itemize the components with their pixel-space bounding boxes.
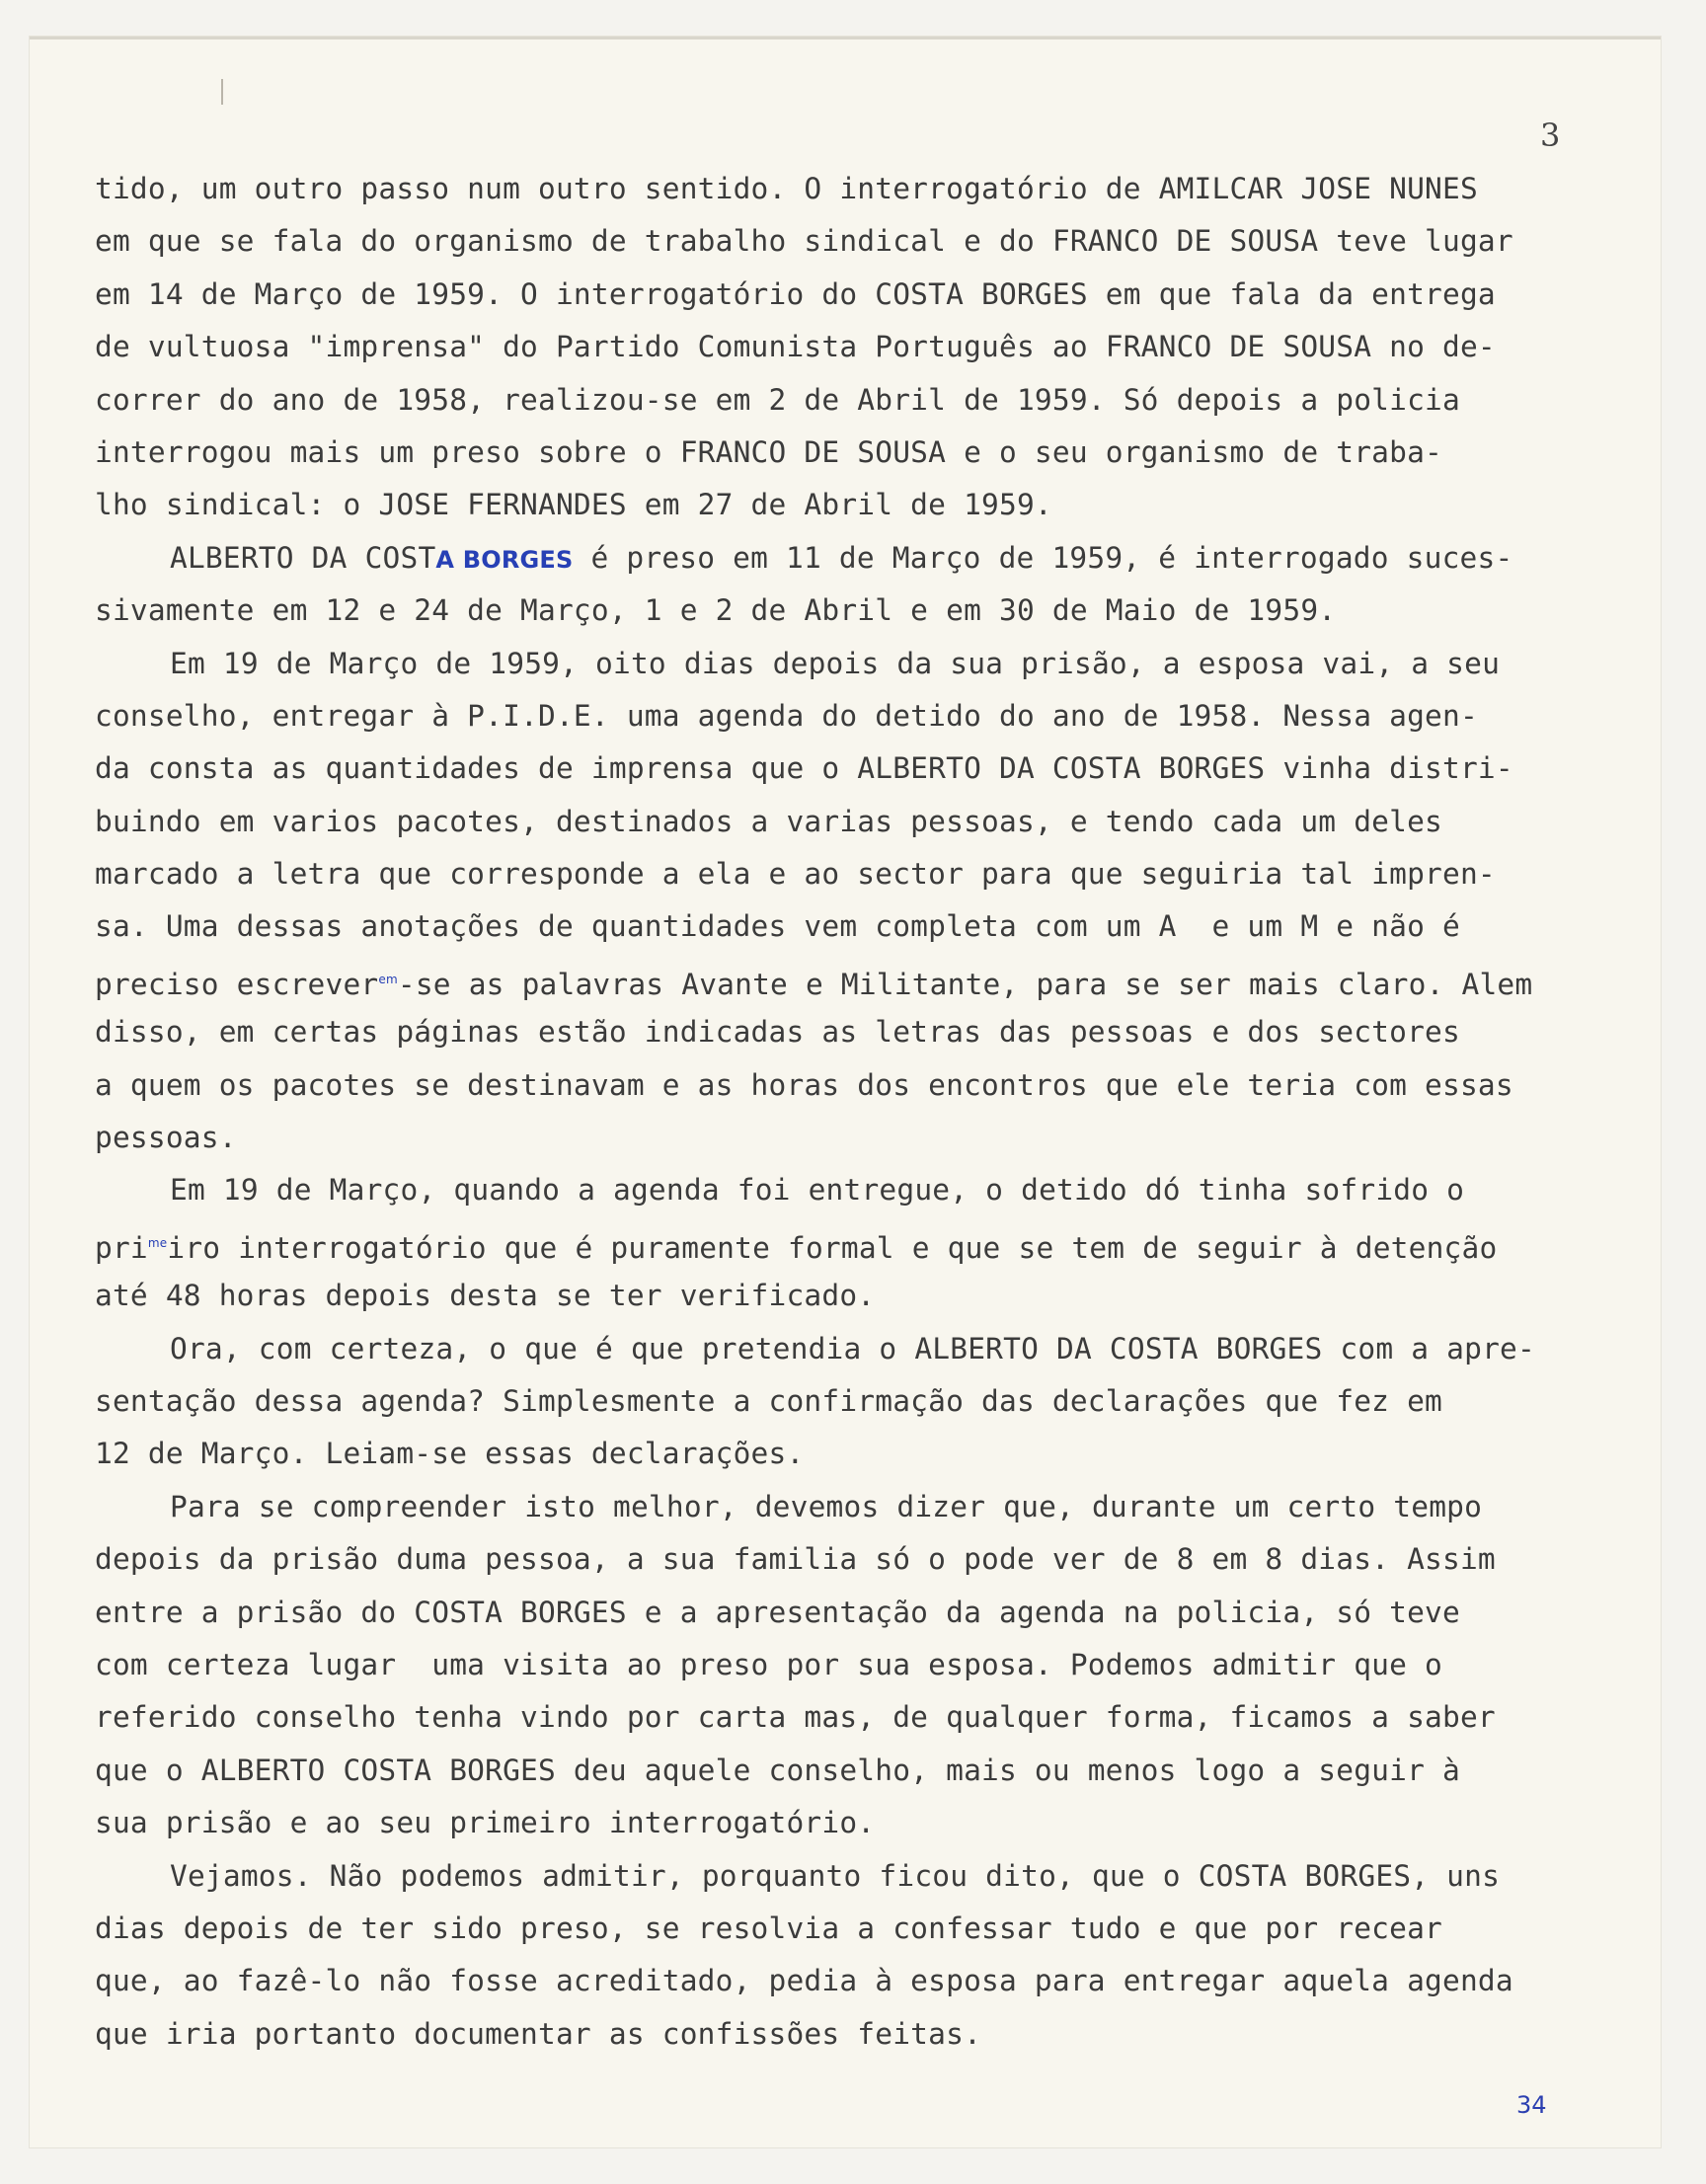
text-line	[95, 1164, 1655, 1216]
line-text: buindo em varios pacotes, destinados a varias pessoas, e tendo cada um deles	[95, 804, 1442, 838]
paper-mark	[221, 79, 223, 105]
text-line	[95, 690, 1655, 742]
line-text: dias depois de ter sido preso, se resolvia a confessar tudo e que por recear	[95, 1911, 1442, 1945]
line-text: Ora, com certeza, o que é que pretendia o ALBERTO DA COSTA BORGES com a apre-	[170, 1331, 1535, 1365]
line-text: da consta as quantidades de imprensa que o ALBERTO DA COSTA BORGES vinha distri-	[95, 751, 1513, 786]
line-text: que o ALBERTO COSTA BORGES deu aquele conselho, mais ou menos logo a seguir à	[95, 1753, 1460, 1787]
line-text-before: ALBERTO DA COST	[170, 540, 436, 575]
text-line	[95, 1639, 1655, 1691]
text-line	[95, 1955, 1655, 2007]
line-text: sentação dessa agenda? Simplesmente a confirmação das declarações que fez em	[95, 1383, 1442, 1418]
text-line	[95, 163, 1655, 215]
text-line	[95, 269, 1655, 321]
line-text: Em 19 de Março, quando a agenda foi entregue, o detido dó tinha sofrido o	[170, 1173, 1465, 1208]
line-text: com certeza lugar uma visita ao preso por sua esposa. Podemos admitir que o	[95, 1647, 1442, 1681]
text-line	[95, 2008, 1655, 2061]
text-line	[95, 900, 1655, 953]
line-text: tido, um outro passo num outro sentido. O interrogatório de AMILCAR JOSE NUNES	[95, 172, 1478, 205]
line-text-after: -se as palavras Avante e Militante, para se ser mais claro. Alem	[397, 967, 1533, 1001]
text-line	[95, 1270, 1655, 1322]
text-line	[95, 638, 1655, 690]
text-line	[95, 1745, 1655, 1797]
text-line	[95, 215, 1655, 268]
page-number: 3	[1540, 117, 1561, 154]
text-line	[95, 427, 1655, 479]
line-text: Em 19 de Março de 1959, oito dias depois da sua prisão, a esposa vai, a seu	[170, 646, 1501, 680]
handwritten-correction: A BORGES	[435, 545, 574, 574]
text-line	[95, 532, 1655, 585]
text-line	[95, 1903, 1655, 1955]
document-body	[95, 163, 1655, 2061]
line-text: a quem os pacotes se destinavam e as horas dos encontros que ele teria com essas	[95, 1067, 1513, 1102]
line-text: disso, em certas páginas estão indicadas as letras das pessoas e dos sectores	[95, 1015, 1460, 1050]
line-text-after: iro interrogatório que é puramente formal e que se tem de seguir à detenção	[167, 1230, 1498, 1265]
line-text: em 14 de Março de 1959. O interrogatório do COSTA BORGES em que fala da entrega	[95, 276, 1496, 311]
line-text: referido conselho tenha vindo por carta mas, de qualquer forma, ficamos a saber	[95, 1700, 1496, 1735]
line-text: de vultuosa "imprensa" do Partido Comunista Português ao FRANCO DE SOUSA no de-	[95, 330, 1496, 364]
line-text: conselho, entregar à P.I.D.E. uma agenda do detido do ano de 1958. Nessa agen-	[95, 698, 1478, 733]
text-line	[95, 1006, 1655, 1058]
line-text: até 48 horas depois desta se ter verificado.	[95, 1279, 876, 1313]
line-text: sivamente em 12 e 24 de Março, 1 e 2 de Abril e em 30 de Maio de 1959.	[95, 593, 1337, 628]
line-text: interrogou mais um preso sobre o FRANCO DE SOUSA e o seu organismo de traba-	[95, 434, 1442, 469]
text-line	[95, 1481, 1655, 1533]
line-text: Vejamos. Não podemos admitir, porquanto ficou dito, que o COSTA BORGES, uns	[170, 1858, 1501, 1893]
text-line	[95, 1428, 1655, 1480]
line-text-after: é preso em 11 de Março de 1959, é interrogado suces-	[573, 540, 1513, 575]
text-line	[95, 1797, 1655, 1849]
text-line	[95, 479, 1655, 531]
text-line	[95, 1059, 1655, 1112]
line-text: que iria portanto documentar as confissões feitas.	[95, 2016, 982, 2051]
line-text-before: pri	[95, 1230, 148, 1265]
line-text: correr do ano de 1958, realizou-se em 2 de Abril de 1959. Só depois a policia	[95, 382, 1460, 417]
text-line	[95, 796, 1655, 848]
handwritten-insertion: me	[147, 1235, 168, 1250]
line-text: pessoas.	[95, 1121, 237, 1155]
line-text: sa. Uma dessas anotações de quantidades vem completa com um A e um M e não é	[95, 909, 1460, 944]
text-line	[95, 1375, 1655, 1428]
line-text: sua prisão e ao seu primeiro interrogatório.	[95, 1806, 876, 1840]
line-text: que, ao fazê-lo não fosse acreditado, pedia à esposa para entregar aquela agenda	[95, 1964, 1513, 1998]
text-line	[95, 954, 1655, 1006]
line-text: Para se compreender isto melhor, devemos dizer que, durante um certo tempo	[170, 1489, 1483, 1523]
text-line	[95, 1217, 1655, 1270]
handwritten-folio-number: 34	[1516, 2091, 1547, 2119]
text-line	[95, 1323, 1655, 1375]
text-line	[95, 585, 1655, 637]
text-line	[95, 1850, 1655, 1903]
line-text: lho sindical: o JOSE FERNANDES em 27 de Abril de 1959.	[95, 488, 1052, 522]
text-line	[95, 848, 1655, 900]
text-line	[95, 321, 1655, 373]
line-text: entre a prisão do COSTA BORGES e a apresentação da agenda na policia, só teve	[95, 1595, 1460, 1629]
text-line	[95, 1112, 1655, 1164]
text-line	[95, 1533, 1655, 1586]
text-line	[95, 742, 1655, 795]
handwritten-insertion: em	[378, 972, 398, 986]
line-text: em que se fala do organismo de trabalho sindical e do FRANCO DE SOUSA teve lugar	[95, 224, 1513, 259]
text-line	[95, 374, 1655, 427]
line-text: marcado a letra que corresponde a ela e ao sector para que seguiria tal impren-	[95, 857, 1496, 892]
text-line	[95, 1691, 1655, 1744]
line-text: depois da prisão duma pessoa, a sua familia só o pode ver de 8 em 8 dias. Assim	[95, 1542, 1496, 1577]
line-text: 12 de Março. Leiam-se essas declarações.	[95, 1437, 805, 1471]
line-text-before: preciso escrever	[95, 967, 379, 1001]
text-line	[95, 1587, 1655, 1639]
